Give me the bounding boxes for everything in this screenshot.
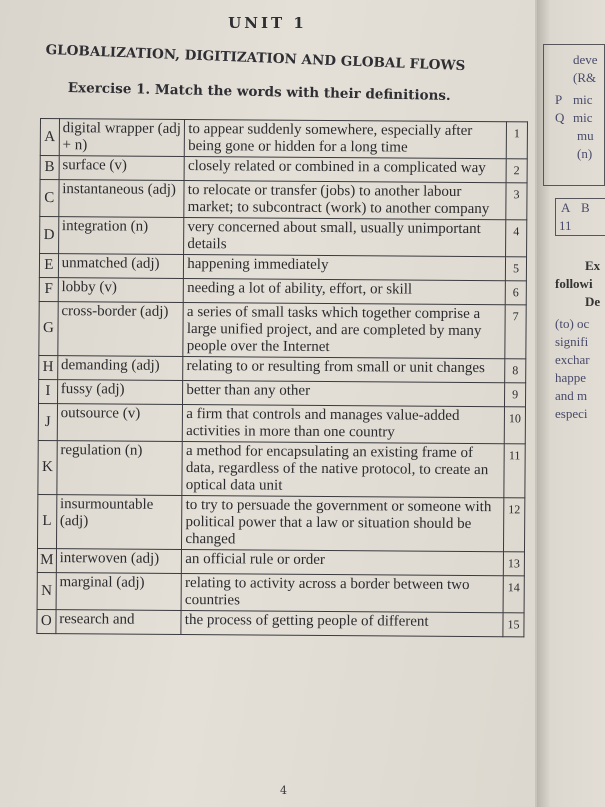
row-letter: O bbox=[37, 609, 56, 633]
row-number: 5 bbox=[505, 257, 526, 281]
row-letter: K bbox=[38, 440, 57, 494]
page-number: 4 bbox=[280, 784, 287, 797]
row-definition: closely related or combined in a complicated way bbox=[184, 157, 506, 183]
right-page-line: deve bbox=[573, 52, 598, 67]
row-letter: I bbox=[39, 379, 58, 403]
row-letter: M bbox=[37, 548, 56, 572]
right-page-exercise-line: De bbox=[585, 294, 601, 309]
right-page-answer-value: 11 bbox=[559, 218, 572, 233]
row-number: 1 bbox=[506, 122, 527, 159]
row-number: 6 bbox=[505, 281, 526, 305]
row-number: 9 bbox=[505, 383, 526, 407]
right-page-text-line: especi bbox=[555, 406, 588, 421]
matching-table-wrapper bbox=[36, 118, 528, 637]
table-row bbox=[40, 156, 527, 183]
right-page-text-line: (to) oc bbox=[555, 316, 590, 331]
right-page-exercise-line: followi bbox=[555, 276, 593, 291]
row-term: unmatched (adj) bbox=[58, 254, 184, 279]
row-letter: A bbox=[40, 119, 59, 156]
right-page-text-line: happe bbox=[555, 370, 587, 385]
right-page-text-line: signifi bbox=[555, 334, 589, 349]
table-row bbox=[39, 379, 526, 406]
right-page-letter: P bbox=[555, 92, 563, 107]
row-letter: E bbox=[39, 254, 58, 278]
table-row bbox=[38, 440, 525, 497]
row-definition: a firm that controls and manages value-added activities in more than one country bbox=[183, 405, 505, 444]
row-definition: the process of getting people of different bbox=[181, 610, 503, 636]
row-term: lobby (v) bbox=[58, 278, 184, 303]
row-number: 11 bbox=[504, 444, 525, 498]
right-page-answer-header: A bbox=[561, 200, 571, 215]
row-number: 12 bbox=[504, 498, 525, 552]
row-definition: a series of small tasks which together comprise a large unified project, and are completed by many people over the Internet bbox=[183, 303, 505, 359]
matching-table bbox=[36, 118, 528, 637]
table-row bbox=[39, 355, 526, 382]
table-row bbox=[39, 277, 526, 304]
row-term: demanding (adj) bbox=[57, 356, 183, 381]
row-definition: to relocate or transfer (jobs) to another labour market; to subcontract (work) to another company bbox=[184, 181, 506, 220]
right-page-exercise-title: Ex bbox=[585, 258, 601, 273]
table-row bbox=[37, 494, 524, 551]
row-definition: relating to or resulting from small or unit changes bbox=[183, 357, 505, 383]
row-number: 4 bbox=[506, 220, 527, 257]
row-term: digital wrapper (adj + n) bbox=[59, 119, 185, 157]
row-definition: to appear suddenly somewhere, especially after being gone or hidden for a long time bbox=[185, 120, 507, 159]
row-term: surface (v) bbox=[59, 156, 185, 181]
row-letter: H bbox=[39, 355, 58, 379]
right-page-text-line: exchar bbox=[555, 352, 590, 367]
row-number: 10 bbox=[504, 407, 525, 444]
row-number: 14 bbox=[503, 576, 524, 613]
row-term: instantaneous (adj) bbox=[59, 180, 185, 218]
row-term: fussy (adj) bbox=[57, 380, 183, 405]
row-term: insurmountable (adj) bbox=[56, 495, 182, 550]
right-page-text-line: and m bbox=[555, 388, 588, 403]
row-definition: to try to persuade the government or someone with political power that a law or situation should be changed bbox=[182, 496, 504, 552]
row-letter: N bbox=[37, 572, 56, 609]
right-page-line: mu bbox=[577, 128, 594, 143]
table-row bbox=[40, 180, 527, 220]
row-number: 7 bbox=[505, 305, 526, 359]
table-row bbox=[40, 119, 527, 159]
row-letter: J bbox=[38, 403, 57, 440]
row-letter: L bbox=[37, 494, 56, 548]
row-term: interwoven (adj) bbox=[56, 549, 182, 574]
table-row bbox=[37, 548, 524, 575]
table-row bbox=[37, 609, 524, 636]
row-letter: F bbox=[39, 277, 58, 301]
row-number: 8 bbox=[505, 359, 526, 383]
row-definition: very concerned about small, usually unimportant details bbox=[184, 218, 506, 257]
right-page-fragment bbox=[537, 0, 605, 807]
row-term: outsource (v) bbox=[57, 404, 183, 442]
row-letter: G bbox=[39, 301, 58, 355]
row-number: 13 bbox=[503, 552, 524, 576]
right-page-line: (R& bbox=[573, 70, 597, 85]
row-definition: a method for encapsulating an existing frame of data, regardless of the native protocol, to create an optical data unit bbox=[182, 442, 504, 498]
right-page-letter: Q bbox=[555, 110, 565, 125]
row-term: integration (n) bbox=[58, 217, 184, 255]
right-page-line: (n) bbox=[577, 146, 593, 161]
matching-table-body bbox=[37, 119, 528, 637]
row-definition: needing a lot of ability, effort, or skill bbox=[184, 279, 506, 305]
right-page-answer-header: B bbox=[581, 200, 590, 215]
row-definition: better than any other bbox=[183, 381, 505, 407]
table-row bbox=[39, 301, 526, 358]
row-number: 15 bbox=[503, 613, 524, 637]
unit-title: UNIT 1 bbox=[228, 14, 307, 32]
row-number: 3 bbox=[506, 183, 527, 220]
row-term: regulation (n) bbox=[57, 441, 183, 496]
row-number: 2 bbox=[506, 159, 527, 183]
table-row bbox=[39, 254, 526, 281]
table-row bbox=[38, 403, 525, 443]
row-term: cross-border (adj) bbox=[58, 302, 184, 357]
table-row bbox=[40, 217, 527, 257]
exercise-title: Exercise 1. Match the words with their definitions. bbox=[67, 80, 451, 105]
row-term: marginal (adj) bbox=[56, 573, 182, 611]
row-letter: D bbox=[40, 217, 59, 254]
row-letter: B bbox=[40, 156, 59, 180]
row-definition: relating to activity across a border between two countries bbox=[181, 573, 503, 612]
table-row bbox=[37, 572, 524, 612]
chapter-title: GLOBALIZATION, DIGITIZATION AND GLOBAL FLOWS bbox=[45, 42, 466, 75]
row-letter: C bbox=[40, 180, 59, 217]
right-page-line: mic bbox=[573, 92, 593, 107]
row-term: research and bbox=[56, 610, 182, 635]
row-definition: an official rule or order bbox=[182, 550, 504, 576]
right-page-line: mic bbox=[573, 110, 593, 125]
row-definition: happening immediately bbox=[184, 255, 506, 281]
